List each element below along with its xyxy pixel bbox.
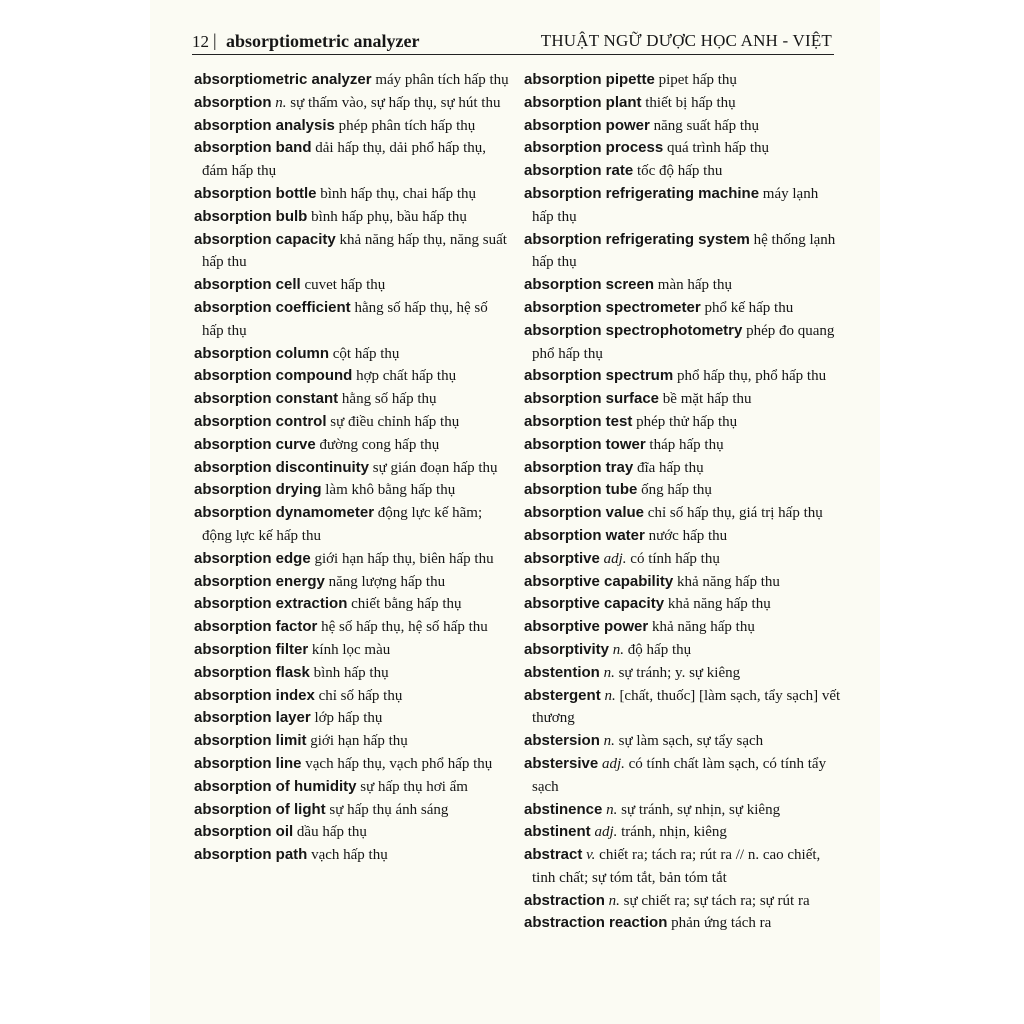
entry-part-of-speech: v. xyxy=(586,847,596,864)
dictionary-entry xyxy=(524,525,842,548)
entry-headword: absorption cell xyxy=(194,276,301,294)
entry-definition: phép thử hấp thụ xyxy=(636,413,738,430)
dictionary-entry xyxy=(524,571,842,594)
entry-definition: màn hấp thụ xyxy=(657,277,732,294)
entry-definition: có tính chất làm sạch, có tính tẩy sạch xyxy=(532,755,827,795)
dictionary-entry xyxy=(194,115,512,138)
entry-headword: absorption index xyxy=(194,686,315,704)
book-title: THUẬT NGỮ DƯỢC HỌC ANH - VIỆT xyxy=(540,31,832,50)
entry-headword: absorption xyxy=(194,93,272,111)
entry-headword: absorption energy xyxy=(194,572,325,590)
entry-part-of-speech: adj. xyxy=(594,824,618,841)
dictionary-entry xyxy=(194,502,512,548)
dictionary-entry xyxy=(194,685,512,708)
entry-definition: bình hấp thụ xyxy=(313,664,389,681)
entry-definition: chiết bằng hấp thụ xyxy=(351,596,462,613)
entry-definition: khả năng hấp thụ, năng suất hấp thu xyxy=(202,231,507,271)
entry-headword: absorption water xyxy=(524,526,645,544)
entry-definition: bình hấp phụ, bầu hấp thụ xyxy=(311,208,467,225)
entry-headword: absorption value xyxy=(524,504,645,522)
entry-headword: absorption spectrometer xyxy=(524,298,701,316)
entry-definition: [chất, thuốc] [làm sạch, tẩy sạch] vết thương xyxy=(532,687,841,727)
dictionary-entry xyxy=(194,844,512,867)
entry-definition: sự chiết ra; sự tách ra; sự rút ra xyxy=(623,892,810,909)
dictionary-entry xyxy=(194,616,512,639)
dictionary-entry xyxy=(194,753,512,776)
entry-definition: dầu hấp thụ xyxy=(296,824,367,841)
guide-word: absorptiometric analyzer xyxy=(226,31,420,51)
entry-definition: phổ hấp thụ, phổ hấp thu xyxy=(676,368,827,385)
dictionary-entry xyxy=(524,274,842,297)
entry-headword: absorption spectrum xyxy=(524,367,674,385)
entry-headword: absorption column xyxy=(194,344,329,362)
entry-headword: absorptive capability xyxy=(524,572,674,590)
entry-headword: absorption constant xyxy=(194,390,339,408)
dictionary-entry xyxy=(524,434,842,457)
left-column xyxy=(194,69,512,867)
dictionary-entry xyxy=(524,730,842,753)
entry-definition: phản ứng tách ra xyxy=(671,915,772,932)
entry-definition: lớp hấp thụ xyxy=(314,710,383,727)
entry-definition: phép đo quang phổ hấp thụ xyxy=(532,322,835,362)
entry-definition: đĩa hấp thụ xyxy=(636,459,704,476)
dictionary-entry xyxy=(194,274,512,297)
dictionary-entry xyxy=(194,662,512,685)
entry-headword: abstersive xyxy=(524,754,599,772)
dictionary-entry xyxy=(524,183,842,229)
dictionary-entry xyxy=(194,388,512,411)
entry-headword: absorption pipette xyxy=(524,71,655,88)
dictionary-entry xyxy=(524,616,842,639)
dictionary-entry xyxy=(194,434,512,457)
dictionary-entry xyxy=(524,685,842,731)
entry-headword: absorption coefficient xyxy=(194,298,351,316)
entry-definition: tốc độ hấp thu xyxy=(636,163,723,180)
entry-headword: absorptive capacity xyxy=(524,595,665,613)
entry-definition: giới hạn hấp thụ xyxy=(310,733,408,750)
dictionary-entry xyxy=(194,479,512,502)
entry-part-of-speech: adj. xyxy=(601,755,625,772)
entry-headword: absorption screen xyxy=(524,276,655,294)
entry-headword: absorption of light xyxy=(194,800,326,818)
entry-headword: absorption rate xyxy=(524,162,634,180)
entry-definition: hệ số hấp thụ, hệ số hấp thu xyxy=(321,619,488,636)
dictionary-entry xyxy=(194,411,512,434)
entry-definition: bình hấp thụ, chai hấp thụ xyxy=(320,185,477,202)
entry-part-of-speech: n. xyxy=(612,641,625,658)
dictionary-entry xyxy=(524,799,842,822)
entry-definition: thiết bị hấp thụ xyxy=(645,94,736,111)
entry-headword: absorption tower xyxy=(524,435,646,453)
entry-headword: absorption edge xyxy=(194,549,311,567)
entry-definition: hằng số hấp thụ xyxy=(341,391,437,408)
entry-headword: absorption line xyxy=(194,754,302,772)
entry-headword: absorption band xyxy=(194,139,312,157)
entry-headword: absorption path xyxy=(194,846,308,864)
dictionary-entry xyxy=(524,753,842,799)
dictionary-entry xyxy=(524,662,842,685)
entry-definition: độ hấp thụ xyxy=(627,641,692,658)
dictionary-entry xyxy=(194,548,512,571)
dictionary-entry xyxy=(194,137,512,183)
entry-definition: sự hấp thụ ánh sáng xyxy=(329,801,449,818)
entry-headword: absorptivity xyxy=(524,640,610,658)
dictionary-entry xyxy=(524,912,842,935)
entry-headword: absorption refrigerating machine xyxy=(524,184,760,202)
entry-headword: absorption analysis xyxy=(194,116,335,134)
entry-definition: hệ thống lạnh hấp thụ xyxy=(532,231,836,271)
dictionary-entry xyxy=(194,69,512,92)
entry-definition: phép phân tích hấp thụ xyxy=(338,117,476,134)
dictionary-entry xyxy=(194,707,512,730)
dictionary-entry xyxy=(194,365,512,388)
dictionary-entry xyxy=(194,206,512,229)
entry-definition: khả năng hấp thụ xyxy=(651,619,755,636)
entry-definition: sự tránh, sự nhịn, sự kiêng xyxy=(621,801,781,818)
entry-headword: abstention xyxy=(524,663,600,681)
entry-definition: hợp chất hấp thụ xyxy=(356,368,457,385)
dictionary-entry xyxy=(194,343,512,366)
entry-definition: sự làm sạch, sự tẩy sạch xyxy=(618,733,764,750)
dictionary-entry xyxy=(524,365,842,388)
entry-definition: tránh, nhịn, kiêng xyxy=(621,824,727,841)
dictionary-entry xyxy=(194,229,512,275)
entry-definition: ống hấp thụ xyxy=(641,482,712,499)
dictionary-entry xyxy=(194,639,512,662)
entry-definition: cuvet hấp thụ xyxy=(304,277,386,294)
dictionary-entry xyxy=(194,92,512,115)
entry-definition: phổ kế hấp thu xyxy=(704,299,794,316)
entry-part-of-speech: adj. xyxy=(603,550,627,567)
entry-headword: abstinence xyxy=(524,800,603,818)
entry-part-of-speech: n. xyxy=(606,801,618,818)
entry-definition: vạch hấp thụ, vạch phổ hấp thụ xyxy=(305,755,493,772)
entry-definition: máy phân tích hấp thụ xyxy=(375,72,509,88)
entry-headword: absorption extraction xyxy=(194,595,348,613)
entry-definition: kính lọc màu xyxy=(311,641,391,658)
dictionary-entry xyxy=(194,593,512,616)
entry-definition: giới hạn hấp thụ, biên hấp thu xyxy=(314,550,494,567)
dictionary-entry xyxy=(524,844,842,890)
entry-definition: làm khô bằng hấp thụ xyxy=(325,482,456,499)
dictionary-entry xyxy=(524,502,842,525)
dictionary-entry xyxy=(524,457,842,480)
dictionary-entry xyxy=(524,890,842,913)
entry-headword: abstergent xyxy=(524,686,601,704)
entry-definition: bề mặt hấp thu xyxy=(662,391,752,408)
entry-headword: absorption discontinuity xyxy=(194,458,369,476)
entry-headword: absorption power xyxy=(524,116,650,134)
entry-definition: năng suất hấp thụ xyxy=(653,117,759,134)
entry-headword: absorption surface xyxy=(524,390,660,408)
entry-definition: sự thấm vào, sự hấp thụ, sự hút thu xyxy=(290,94,501,111)
entry-headword: abstinent xyxy=(524,823,591,841)
entry-definition: máy lạnh hấp thụ xyxy=(532,185,819,225)
dictionary-entry xyxy=(194,821,512,844)
entry-headword: absorption factor xyxy=(194,618,318,636)
entry-headword: abstraction reaction xyxy=(524,914,668,932)
entry-definition: hằng số hấp thụ, hệ số hấp thụ xyxy=(202,299,488,339)
entry-headword: absorption control xyxy=(194,412,327,430)
entry-definition: pipet hấp thụ xyxy=(658,72,737,88)
dictionary-entry xyxy=(194,799,512,822)
dictionary-entry xyxy=(524,137,842,160)
entry-headword: absorption process xyxy=(524,139,664,157)
dictionary-entry xyxy=(524,320,842,366)
entry-definition: cột hấp thụ xyxy=(332,345,400,362)
dictionary-entry xyxy=(194,571,512,594)
entry-headword: abstraction xyxy=(524,891,605,909)
entry-definition: năng lượng hấp thu xyxy=(328,573,446,590)
page-header xyxy=(192,30,834,55)
entry-definition: có tính hấp thụ xyxy=(630,550,720,567)
dictionary-entry xyxy=(524,160,842,183)
right-column xyxy=(524,69,842,935)
entry-headword: absorptive xyxy=(524,549,600,567)
dictionary-entry xyxy=(524,479,842,502)
page-number: 12 xyxy=(192,32,209,51)
entry-headword: absorptive power xyxy=(524,618,649,636)
entry-headword: abstract xyxy=(524,846,583,864)
entry-headword: absorption filter xyxy=(194,640,309,658)
dictionary-entry xyxy=(524,548,842,571)
dictionary-entry xyxy=(194,183,512,206)
dictionary-entry xyxy=(524,92,842,115)
entry-headword: absorption bottle xyxy=(194,184,317,202)
dictionary-entry xyxy=(194,457,512,480)
entry-headword: absorption plant xyxy=(524,93,642,111)
entry-part-of-speech: n. xyxy=(604,687,616,704)
dictionary-entry xyxy=(194,730,512,753)
entry-headword: absorption of humidity xyxy=(194,777,357,795)
entry-headword: absorption bulb xyxy=(194,207,308,225)
entry-headword: absorption flask xyxy=(194,663,310,681)
dictionary-entry xyxy=(524,229,842,275)
entry-headword: abstersion xyxy=(524,732,600,750)
dictionary-entry xyxy=(524,411,842,434)
entry-headword: absorption tube xyxy=(524,481,638,499)
dictionary-entry xyxy=(524,69,842,92)
entry-part-of-speech: n. xyxy=(603,664,615,681)
entry-headword: absorption compound xyxy=(194,367,353,385)
entry-headword: absorption drying xyxy=(194,481,322,499)
entry-definition: tháp hấp thụ xyxy=(649,436,724,453)
entry-definition: chỉ số hấp thụ, giá trị hấp thụ xyxy=(647,505,823,522)
entry-definition: chỉ số hấp thụ xyxy=(318,687,403,704)
entry-part-of-speech: n. xyxy=(275,94,287,111)
entry-headword: absorption spectrophotometry xyxy=(524,321,743,339)
entry-part-of-speech: n. xyxy=(608,892,620,909)
dictionary-entry xyxy=(524,821,842,844)
entry-definition: quá trình hấp thụ xyxy=(666,140,770,157)
entry-definition: dải hấp thụ, dải phổ hấp thụ, đám hấp thụ xyxy=(202,140,487,180)
entry-definition: sự điều chỉnh hấp thụ xyxy=(330,413,460,430)
entry-headword: absorption dynamometer xyxy=(194,504,375,522)
entry-headword: absorption test xyxy=(524,412,633,430)
entry-definition: đường cong hấp thụ xyxy=(319,436,440,453)
entry-headword: absorption curve xyxy=(194,435,316,453)
entry-part-of-speech: n. xyxy=(603,733,615,750)
header-separator: | xyxy=(213,30,217,50)
entry-headword: absorption capacity xyxy=(194,230,336,248)
entry-definition: nước hấp thu xyxy=(648,527,728,544)
entry-headword: absorption layer xyxy=(194,709,311,727)
entry-headword: absorption refrigerating system xyxy=(524,230,750,248)
dictionary-entry xyxy=(194,297,512,343)
dictionary-entry xyxy=(524,593,842,616)
entry-definition: sự tránh; y. sự kiêng xyxy=(618,664,741,681)
dictionary-entry xyxy=(524,297,842,320)
dictionary-entry xyxy=(194,776,512,799)
entry-definition: động lực kế hãm; động lực kế hấp thu xyxy=(202,505,483,544)
entry-headword: absorption tray xyxy=(524,458,634,476)
entry-definition: khả năng hấp thụ xyxy=(667,596,771,613)
entry-definition: chiết ra; tách ra; rút ra // n. cao chiết, tinh chất; sự tóm tắt, bản tóm tắt xyxy=(532,847,821,886)
entry-headword: absorptiometric analyzer xyxy=(194,71,372,88)
dictionary-entry xyxy=(524,388,842,411)
entry-definition: khả năng hấp thu xyxy=(676,573,780,590)
entry-definition: vạch hấp thụ xyxy=(311,847,388,864)
entry-definition: sự gián đoạn hấp thụ xyxy=(372,459,498,476)
dictionary-entry xyxy=(524,115,842,138)
entry-headword: absorption oil xyxy=(194,823,294,841)
entry-headword: absorption limit xyxy=(194,732,307,750)
dictionary-entry xyxy=(524,639,842,662)
entry-definition: sự hấp thụ hơi ẩm xyxy=(360,778,468,795)
